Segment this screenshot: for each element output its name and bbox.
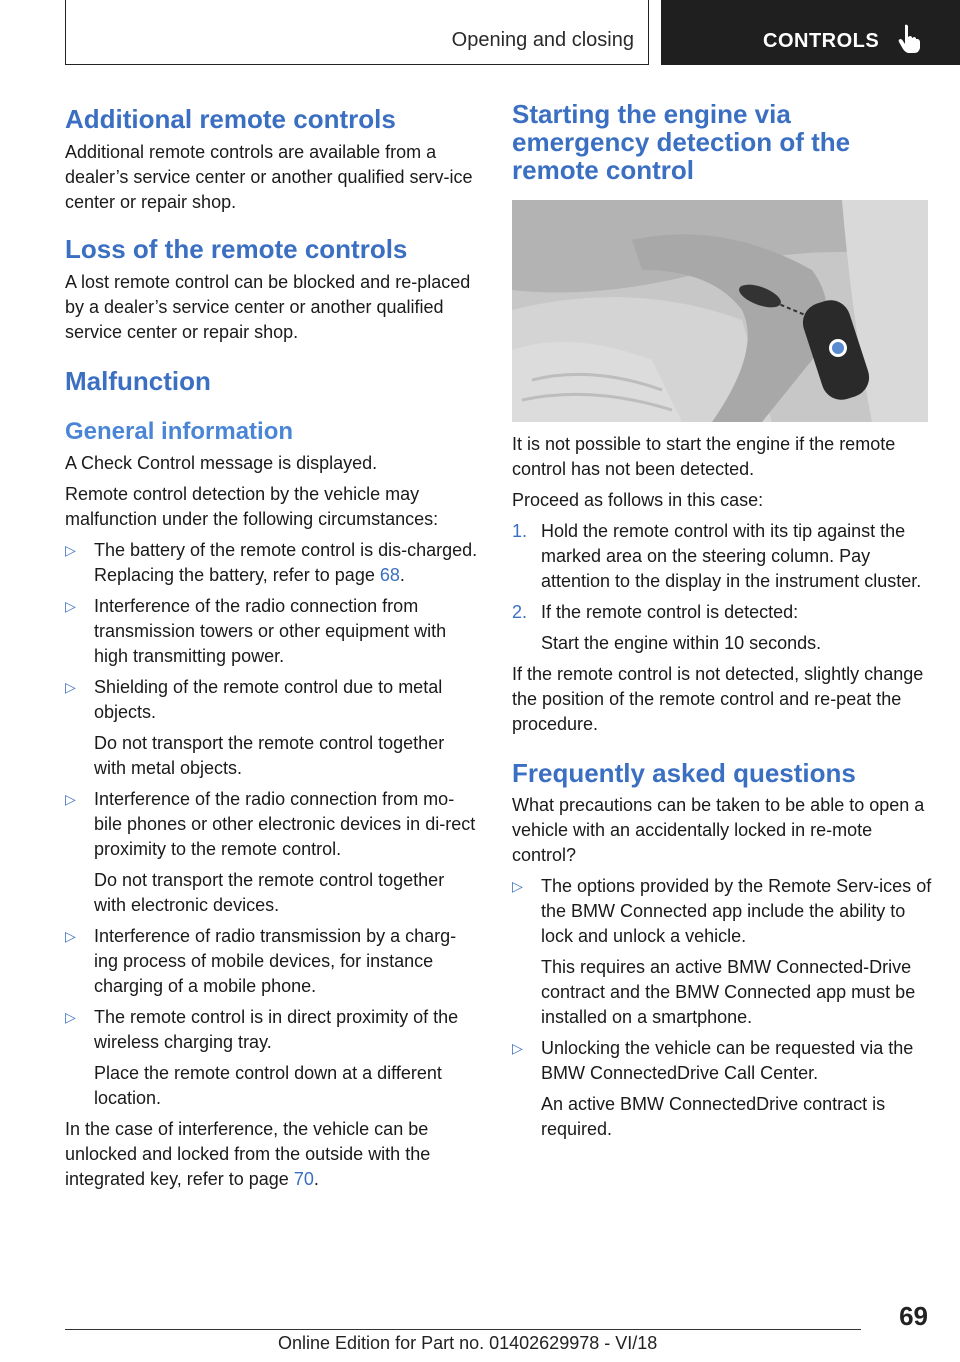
emergency-step-list — [512, 519, 932, 656]
paragraph-proceed: Proceed as follows in this case: — [512, 490, 764, 510]
header-rule-left — [65, 0, 66, 64]
left-column — [65, 100, 480, 1192]
list-item — [65, 1005, 480, 1111]
list-item-text-end: . — [399, 565, 405, 585]
footer-rule — [65, 1329, 861, 1330]
paragraph-check-control: A Check Control message is displayed. — [65, 453, 378, 473]
paragraph-text-end: . — [313, 1169, 319, 1189]
steering-column-illustration — [512, 200, 928, 422]
paragraph-additional: Additional remote controls are available from a dealer’s service center or another qualified serv‐ice center or repair shop. — [65, 142, 473, 212]
paragraph-faq-question: What precautions can be taken to be able to open a vehicle with an accidentally locked in re‐mote control? — [512, 795, 925, 865]
list-item — [512, 874, 932, 1030]
list-item-note: Do not transport the remote control together with electronic devices. — [94, 870, 445, 915]
list-item-text: Interference of the radio connection from mo‐bile phones or other electronic devices in di‐rect proximity to the remote control. — [94, 789, 476, 859]
page-number: 69 — [899, 1301, 928, 1331]
step-item — [512, 600, 932, 656]
step-note: Start the engine within 10 seconds. — [541, 633, 822, 653]
list-item-text: The battery of the remote control is dis‐charged. Replacing the battery, refer to page — [94, 540, 478, 585]
list-item — [512, 1036, 932, 1142]
pointing-hand-icon — [897, 24, 921, 54]
paragraph-not-possible: It is not possible to start the engine if the remote control has not been detected. — [512, 434, 896, 479]
faq-bullet-list — [512, 874, 932, 1142]
list-item-text: Interference of the radio connection from transmission towers or other equipment with high transmitting power. — [94, 596, 447, 666]
paragraph-interference — [65, 1117, 480, 1192]
step-number: 1. — [512, 521, 528, 541]
triangle-bullet-icon: ▷ — [65, 1009, 76, 1025]
list-item-note: Place the remote control down at a different location. — [94, 1063, 442, 1108]
page-link[interactable]: 68 — [379, 565, 400, 585]
chapter-tab-label: CONTROLS — [763, 30, 880, 52]
heading-malfunction: Malfunction — [65, 366, 211, 396]
paragraph-not-detected: If the remote control is not detected, slightly change the position of the remote control and re‐peat the procedure. — [512, 664, 924, 734]
step-number: 2. — [512, 602, 528, 622]
list-item-note: An active BMW ConnectedDrive contract is required. — [541, 1094, 886, 1139]
list-item-text: The remote control is in direct proximity of the wireless charging tray. — [94, 1007, 459, 1052]
list-item-text: The options provided by the Remote Serv‐ices of the BMW Connected app include the ability to lock and unlock a vehicle. — [541, 876, 932, 946]
heading-general-information: General information — [65, 418, 294, 445]
list-item-note: This requires an active BMW Connected‐Drive contract and the BMW Connected app must be installed on a smartphone. — [541, 957, 916, 1027]
triangle-bullet-icon: ▷ — [65, 679, 76, 695]
list-item — [65, 787, 480, 918]
triangle-bullet-icon: ▷ — [65, 928, 76, 944]
malfunction-bullet-list — [65, 538, 480, 1111]
list-item — [65, 594, 480, 669]
page-link[interactable]: 70 — [293, 1169, 314, 1189]
list-item — [65, 538, 480, 588]
header-rule-bottom — [65, 64, 648, 65]
heading-emergency-detection: Starting the engine via emergency detection of the remote control — [512, 99, 851, 185]
paragraph-loss: A lost remote control can be blocked and re‐placed by a dealer’s service center or another qualified service center or repair shop. — [65, 272, 471, 342]
triangle-bullet-icon: ▷ — [512, 878, 523, 894]
heading-additional-remote-controls: Additional remote controls — [65, 104, 396, 134]
header-rule-divider — [648, 0, 649, 65]
heading-loss-of-remote-controls: Loss of the remote controls — [65, 234, 408, 264]
list-item-text: Unlocking the vehicle can be requested via the BMW ConnectedDrive Call Center. — [541, 1038, 914, 1083]
edition-note: Online Edition for Part no. 01402629978 - VI/18 — [278, 1333, 658, 1353]
right-column — [512, 100, 932, 1142]
triangle-bullet-icon: ▷ — [65, 598, 76, 614]
list-item-text: Shielding of the remote control due to metal objects. — [94, 677, 443, 722]
heading-faq: Frequently asked questions — [512, 758, 856, 788]
step-text: Hold the remote control with its tip against the marked area on the steering column. Pay attention to the display in the instrument cluster. — [541, 521, 922, 591]
section-title: Opening and closing — [451, 29, 634, 51]
triangle-bullet-icon: ▷ — [65, 791, 76, 807]
step-item — [512, 519, 932, 594]
paragraph-detection: Remote control detection by the vehicle may malfunction under the following circumstances: — [65, 484, 439, 529]
list-item-text: Interference of radio transmission by a charg‐ing process of mobile devices, for instance charging of a mobile phone. — [94, 926, 457, 996]
chapter-tab[interactable] — [661, 0, 960, 65]
list-item-note: Do not transport the remote control together with metal objects. — [94, 733, 445, 778]
triangle-bullet-icon: ▷ — [65, 542, 76, 558]
list-item — [65, 675, 480, 781]
list-item — [65, 924, 480, 999]
triangle-bullet-icon: ▷ — [512, 1040, 523, 1056]
step-text: If the remote control is detected: — [541, 602, 799, 622]
paragraph-text: In the case of interference, the vehicle can be unlocked and locked from the outside with the integrated key, refer to page — [65, 1119, 431, 1189]
